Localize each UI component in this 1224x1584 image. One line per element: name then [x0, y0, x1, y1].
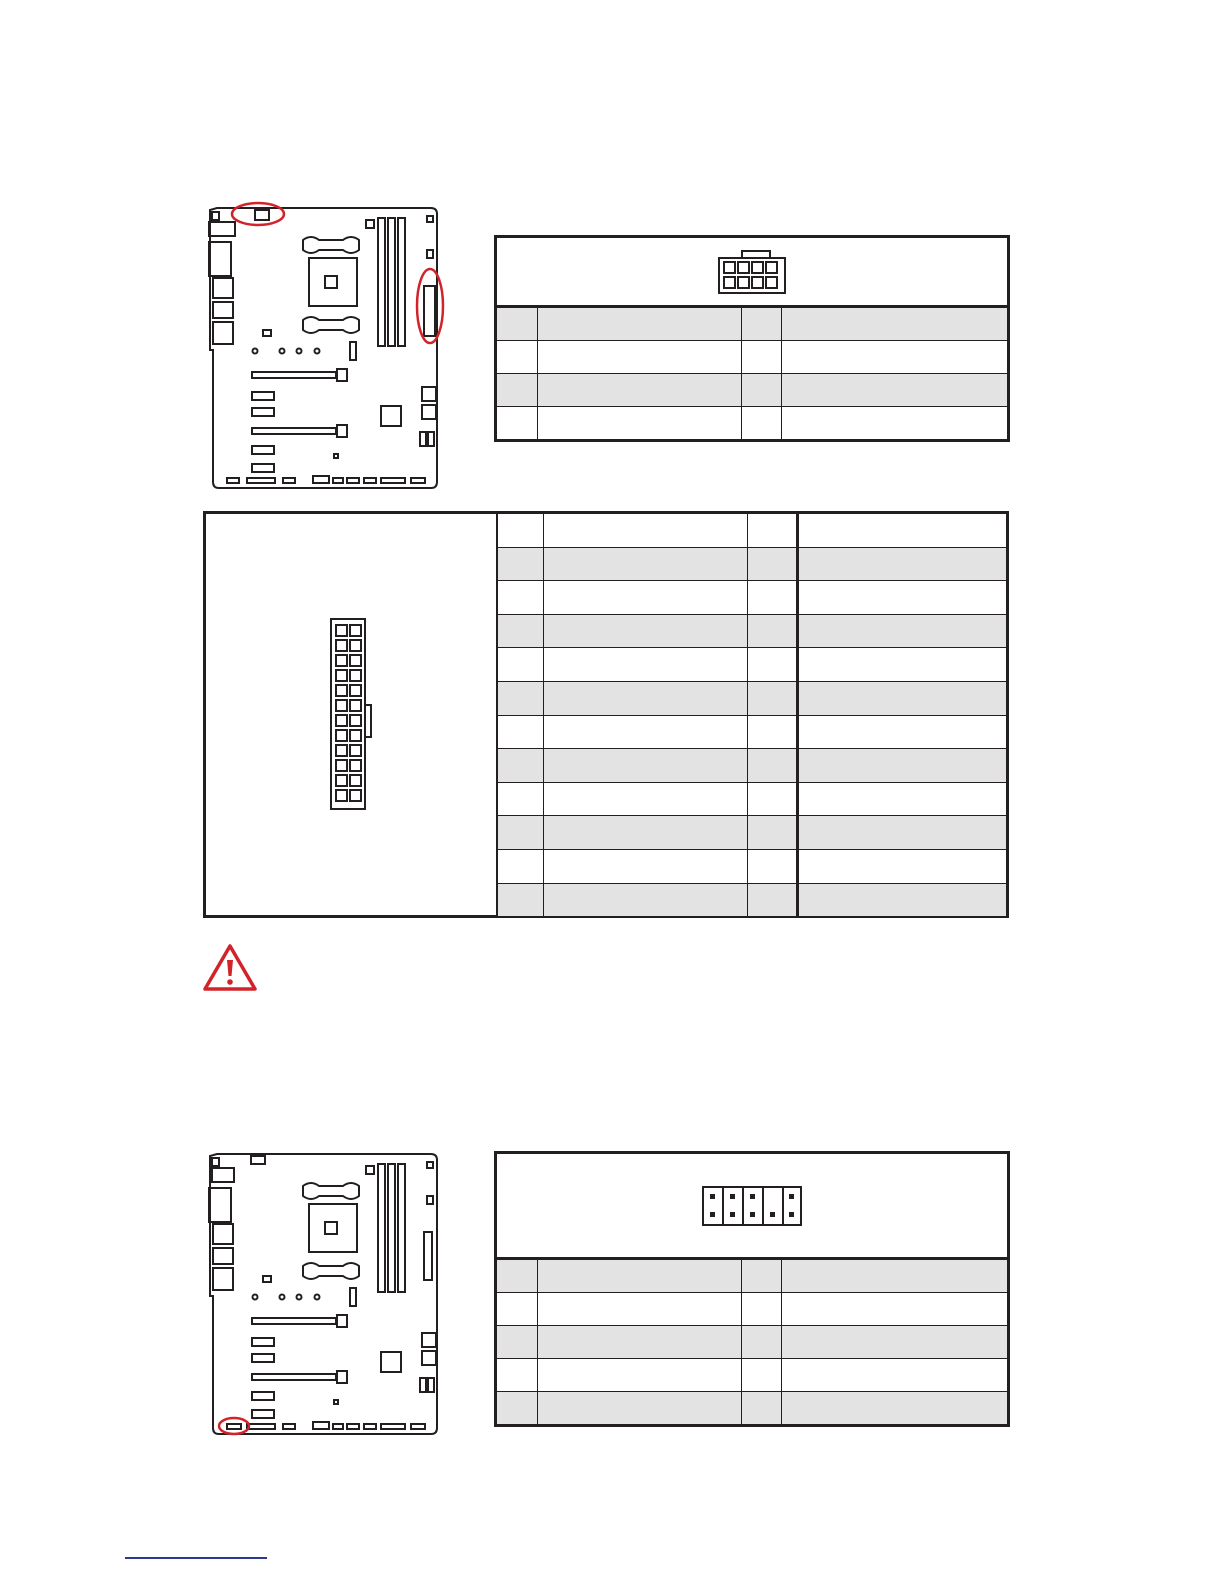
24-pin-connector-icon: [329, 617, 373, 813]
cpu-power-pin-table: [494, 235, 1010, 442]
table-row: [498, 782, 1007, 816]
atx-power-pin-table: [203, 511, 1009, 918]
table-row: [498, 581, 1007, 615]
8-pin-connector-icon: [716, 248, 788, 296]
table-row: [497, 1293, 1007, 1326]
table-row: [497, 341, 1007, 374]
warning-triangle-icon: [202, 942, 258, 992]
table-row: [497, 1326, 1007, 1359]
table-row: [498, 614, 1007, 648]
table-row: [498, 849, 1007, 883]
table-row: [497, 1359, 1007, 1392]
table-row: [497, 374, 1007, 407]
table-row: [498, 883, 1007, 916]
table-row: [498, 749, 1007, 783]
motherboard-diagram-bottom: [205, 1146, 450, 1438]
table-row: [498, 514, 1007, 547]
header-pin-table: [494, 1151, 1010, 1427]
table-row: [497, 308, 1007, 341]
table-row: [497, 1392, 1007, 1425]
table-row: [498, 681, 1007, 715]
table-row: [498, 816, 1007, 850]
table-row: [497, 407, 1007, 440]
table-row: [498, 547, 1007, 581]
table-row: [498, 648, 1007, 682]
motherboard-diagram-top: [205, 200, 450, 492]
table-row: [498, 715, 1007, 749]
table-row: [497, 1260, 1007, 1293]
footer-link-underline[interactable]: [125, 1557, 267, 1559]
10-pin-header-icon: [700, 1184, 804, 1228]
